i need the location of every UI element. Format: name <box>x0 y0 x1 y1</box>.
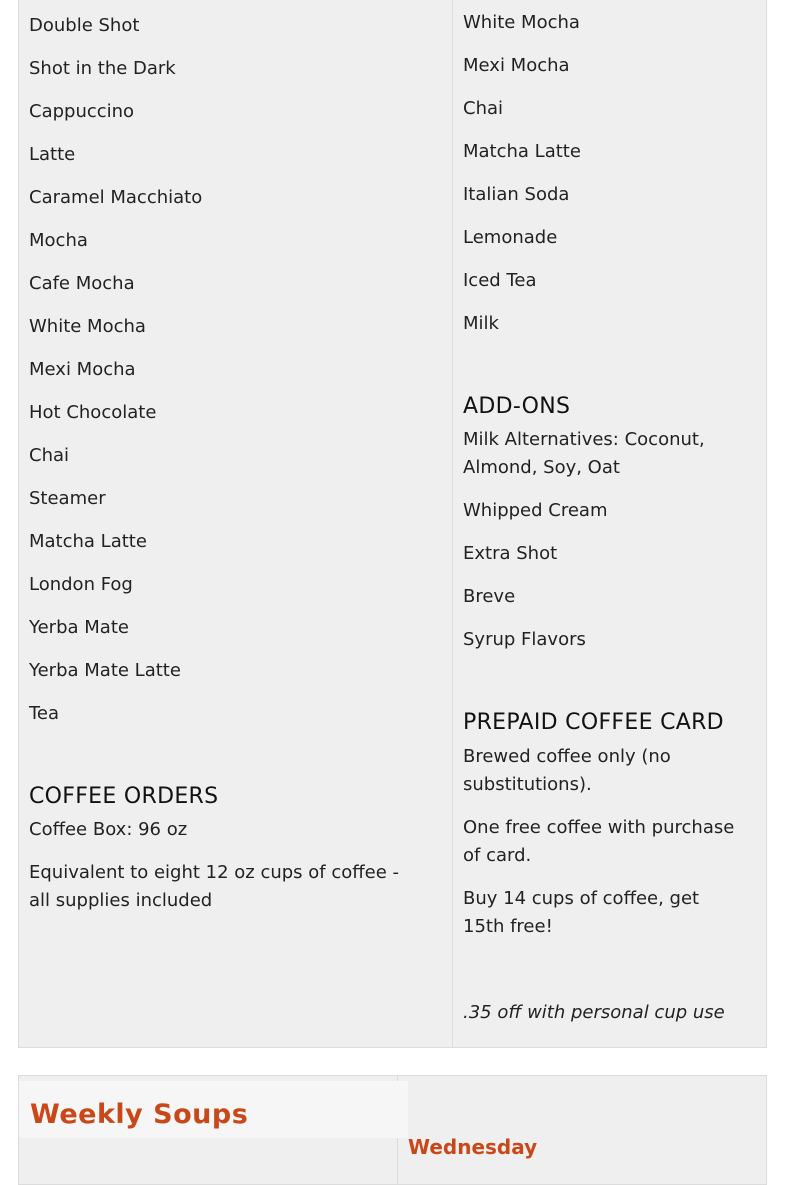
prepaid-card-line: One free coffee with purchase of card. <box>463 817 735 866</box>
coffee-orders-heading: COFFEE ORDERS <box>29 784 219 809</box>
coffee-orders-line: Equivalent to eight 12 oz cups of coffee - all supplies included <box>29 862 400 911</box>
coffee-orders-line: Coffee Box: 96 oz <box>29 819 188 840</box>
menu-item: Cappuccino <box>29 101 135 122</box>
menu-item: Double Shot <box>29 15 140 36</box>
menu-item: Matcha Latte <box>463 141 581 162</box>
menu-item: Hot Chocolate <box>29 402 157 423</box>
menu-item: White Mocha <box>29 316 146 337</box>
add-on-item: Syrup Flavors <box>463 629 586 650</box>
drink-menu-left-column <box>19 0 453 1047</box>
weekly-soups-title: Weekly Soups <box>30 1099 249 1130</box>
weekly-soups-table <box>18 1075 767 1185</box>
drink-menu-right-column <box>453 0 766 1047</box>
menu-item: Caramel Macchiato <box>29 187 203 208</box>
menu-item: Mexi Mocha <box>463 55 570 76</box>
menu-item: Milk <box>463 313 499 334</box>
menu-item: Mocha <box>29 230 88 251</box>
menu-item: White Mocha <box>463 12 580 33</box>
menu-item: Steamer <box>29 488 106 509</box>
menu-item: Iced Tea <box>463 270 537 291</box>
menu-item: London Fog <box>29 574 133 595</box>
drink-menu-table <box>18 0 767 1048</box>
menu-item: Cafe Mocha <box>29 273 135 294</box>
day-label-wednesday: Wednesday <box>408 1135 538 1159</box>
add-on-item: Breve <box>463 586 516 607</box>
menu-item: Chai <box>29 445 70 466</box>
menu-item: Latte <box>29 144 76 165</box>
add-on-item: Extra Shot <box>463 543 558 564</box>
menu-item: Shot in the Dark <box>29 58 176 79</box>
menu-item: Lemonade <box>463 227 558 248</box>
menu-item: Yerba Mate <box>29 617 129 638</box>
menu-item: Tea <box>29 703 60 724</box>
menu-item: Chai <box>463 98 504 119</box>
add-ons-heading: ADD-ONS <box>463 394 571 419</box>
menu-item: Matcha Latte <box>29 531 147 552</box>
prepaid-card-line: Buy 14 cups of coffee, get 15th free! <box>463 888 700 937</box>
menu-item: Yerba Mate Latte <box>29 660 181 681</box>
personal-cup-note: .35 off with personal cup use <box>463 1002 725 1023</box>
menu-item: Mexi Mocha <box>29 359 136 380</box>
prepaid-card-heading: PREPAID COFFEE CARD <box>463 710 724 735</box>
add-on-item: Whipped Cream <box>463 500 608 521</box>
menu-item: Italian Soda <box>463 184 570 205</box>
prepaid-card-line: Brewed coffee only (no substitutions). <box>463 746 671 795</box>
add-on-item: Milk Alternatives: Coconut, Almond, Soy, Oat <box>463 429 705 478</box>
